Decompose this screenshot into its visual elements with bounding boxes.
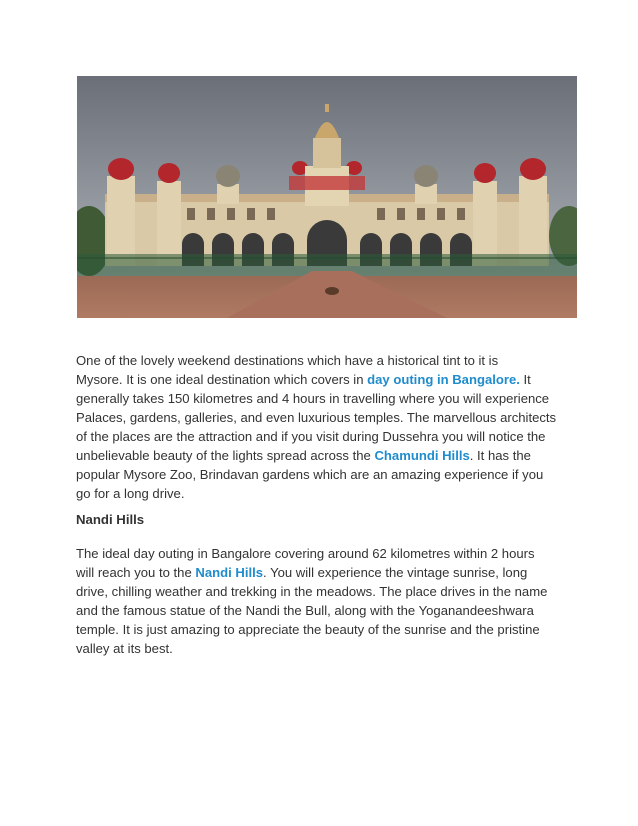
intro-paragraph bbox=[76, 351, 566, 503]
chamundi-hills-link[interactable]: Chamundi Hills bbox=[374, 448, 470, 463]
nandi-line-2: will reach you to the Nandi Hills. You will experience the vintage sunrise, long bbox=[76, 565, 528, 580]
nandi-hills-link[interactable]: Nandi Hills bbox=[195, 565, 264, 580]
nandi-line-6: valley at its best. bbox=[76, 641, 173, 656]
intro-line-8: go for a long drive. bbox=[76, 486, 185, 501]
intro-line-6: unbelievable beauty of the lights spread across the Chamundi Hills. It has the bbox=[76, 448, 531, 463]
intro-line-5: of the places are the attraction and if you visit during Dussehra you will notice the bbox=[76, 429, 546, 444]
nandi-line-3: drive, chilling weather and trekking in the meadows. The place drives in the name bbox=[76, 584, 548, 599]
nandi-paragraph bbox=[76, 544, 566, 658]
intro-line-2: Mysore. It is one ideal destination which covers in day outing in Bangalore. It bbox=[76, 372, 531, 387]
nandi-line-4: and the famous statue of the Nandi the Bull, along with the Yoganandeeshwara bbox=[76, 603, 534, 618]
intro-line-3: generally takes 150 kilometres and 4 hours in travelling where you will experience bbox=[76, 391, 550, 406]
section-heading: Nandi Hills bbox=[76, 512, 145, 527]
intro-line-4: Palaces, gardens, galleries, and even luxurious temples. The marvellous architects bbox=[76, 410, 557, 425]
intro-line-1: One of the lovely weekend destinations which have a historical tint to it is bbox=[76, 353, 499, 368]
nandi-line-1: The ideal day outing in Bangalore covering around 62 kilometres within 2 hours bbox=[76, 546, 535, 561]
mysore-palace-photo bbox=[77, 76, 577, 318]
palace-illustration bbox=[77, 76, 577, 318]
day-outing-link[interactable]: day outing in Bangalore. bbox=[367, 372, 520, 387]
nandi-line-5: temple. It is just amazing to appreciate the beauty of the sunrise and the pristine bbox=[76, 622, 540, 637]
intro-line-7: popular Mysore Zoo, Brindavan gardens which are an amazing experience if you bbox=[76, 467, 544, 482]
